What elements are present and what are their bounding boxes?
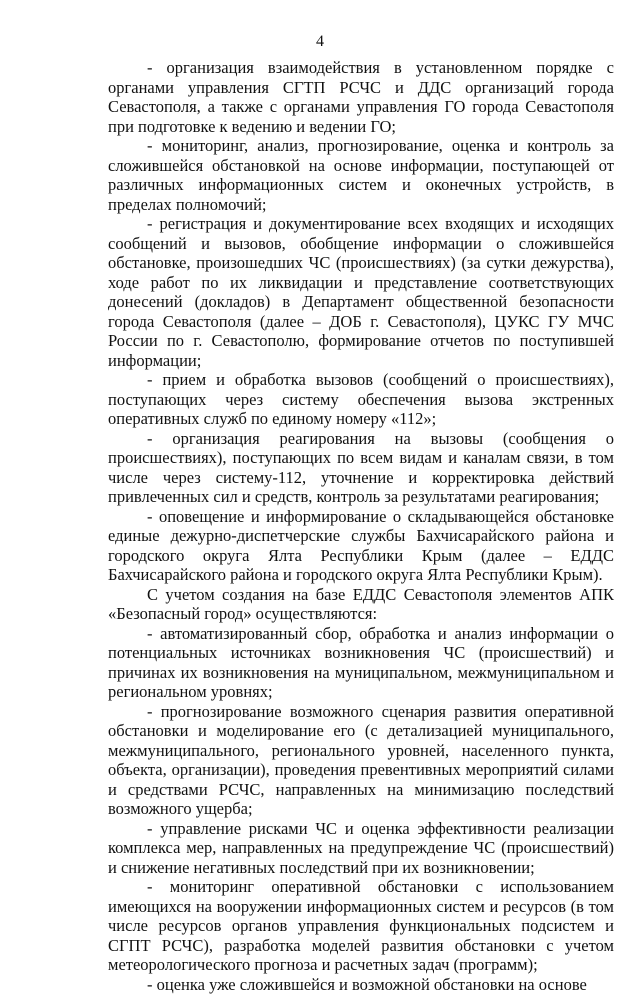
paragraph-call-processing-112: - прием и обработка вызовов (сообщений о происшествиях), поступающих через систему обеспечения вызова экстренных оперативных служб по единому номеру «112»; [108,370,614,429]
paragraph-safe-city-intro: С учетом создания на базе ЕДДС Севастополя элементов АПК «Безопасный город» осуществляются: [108,585,614,624]
paragraph-automated-collection: - автоматизированный сбор, обработка и анализ информации о потенциальных источниках возникновения ЧС (происшествий) и причинах их возникновения на муниципальном, межмуниципальном и региональном уровнях; [108,624,614,702]
paragraph-response-organization: - организация реагирования на вызовы (сообщения о происшествиях), поступающих по всем видам и каналам связи, в том числе через систему-112, уточнение и корректировка действий привлеченных сил и средств, контроль за результатами реагирования; [108,429,614,507]
paragraph-interaction-organization: - организация взаимодействия в установленном порядке с органами управления СГТП РСЧС и ДДС организаций города Севастополя, а также с органами управления ГО города Севастополя при подготовке к ведению и ведении ГО; [108,58,614,136]
paragraph-scenario-forecasting: - прогнозирование возможного сценария развития оперативной обстановки и моделирование его (с детализацией муниципального, межмуниципального, регионального уровней, населенного пункта, объекта, организации), проведения превентивных мероприятий силами и средствами РСЧС, направленных на минимизацию последствий возможного ущерба; [108,702,614,819]
paragraph-registration-documentation: - регистрация и документирование всех входящих и исходящих сообщений и вызовов, обобщение информации о сложившейся обстановке, произошедших ЧС (происшествиях) (за сутки дежурства), ходе работ по их ликвидации и представление соответствующих донесений (докладов) в Департамент общественной безопасности города Севастополя (далее – ДОБ г. Севастополя), ЦУКС ГУ МЧС России по г. Севастополю, формирование отчетов по поступившей информации; [108,214,614,370]
paragraph-notification: - оповещение и информирование о складывающейся обстановке единые дежурно-диспетчерские службы Бахчисарайского района и городского округа Ялта Республики Крым (далее – ЕДДС Бахчисарайского района и городского округа Ялта Республики Крым). [108,507,614,585]
paragraph-risk-management: - управление рисками ЧС и оценка эффективности реализации комплекса мер, направленных на предупреждение ЧС (происшествий) и снижение негативных последствий при их возникновении; [108,819,614,878]
paragraph-monitoring-analysis: - мониторинг, анализ, прогнозирование, оценка и контроль за сложившейся обстановкой на основе информации, поступающей от различных информационных систем и оконечных устройств, в пределах полномочий; [108,136,614,214]
page-number: 4 [0,32,640,52]
paragraph-operational-monitoring: - мониторинг оперативной обстановки с использованием имеющихся на вооружении информационных систем и ресурсов (в том числе ресурсов органов управления функциональных подсистем и СГПТ РСЧС), разработка моделей развития обстановки с учетом метеорологического прогноза и расчетных задач (программ); [108,877,614,975]
paragraph-situation-assessment: - оценка уже сложившейся и возможной обстановки на основе [108,975,614,994]
document-body [108,58,614,994]
